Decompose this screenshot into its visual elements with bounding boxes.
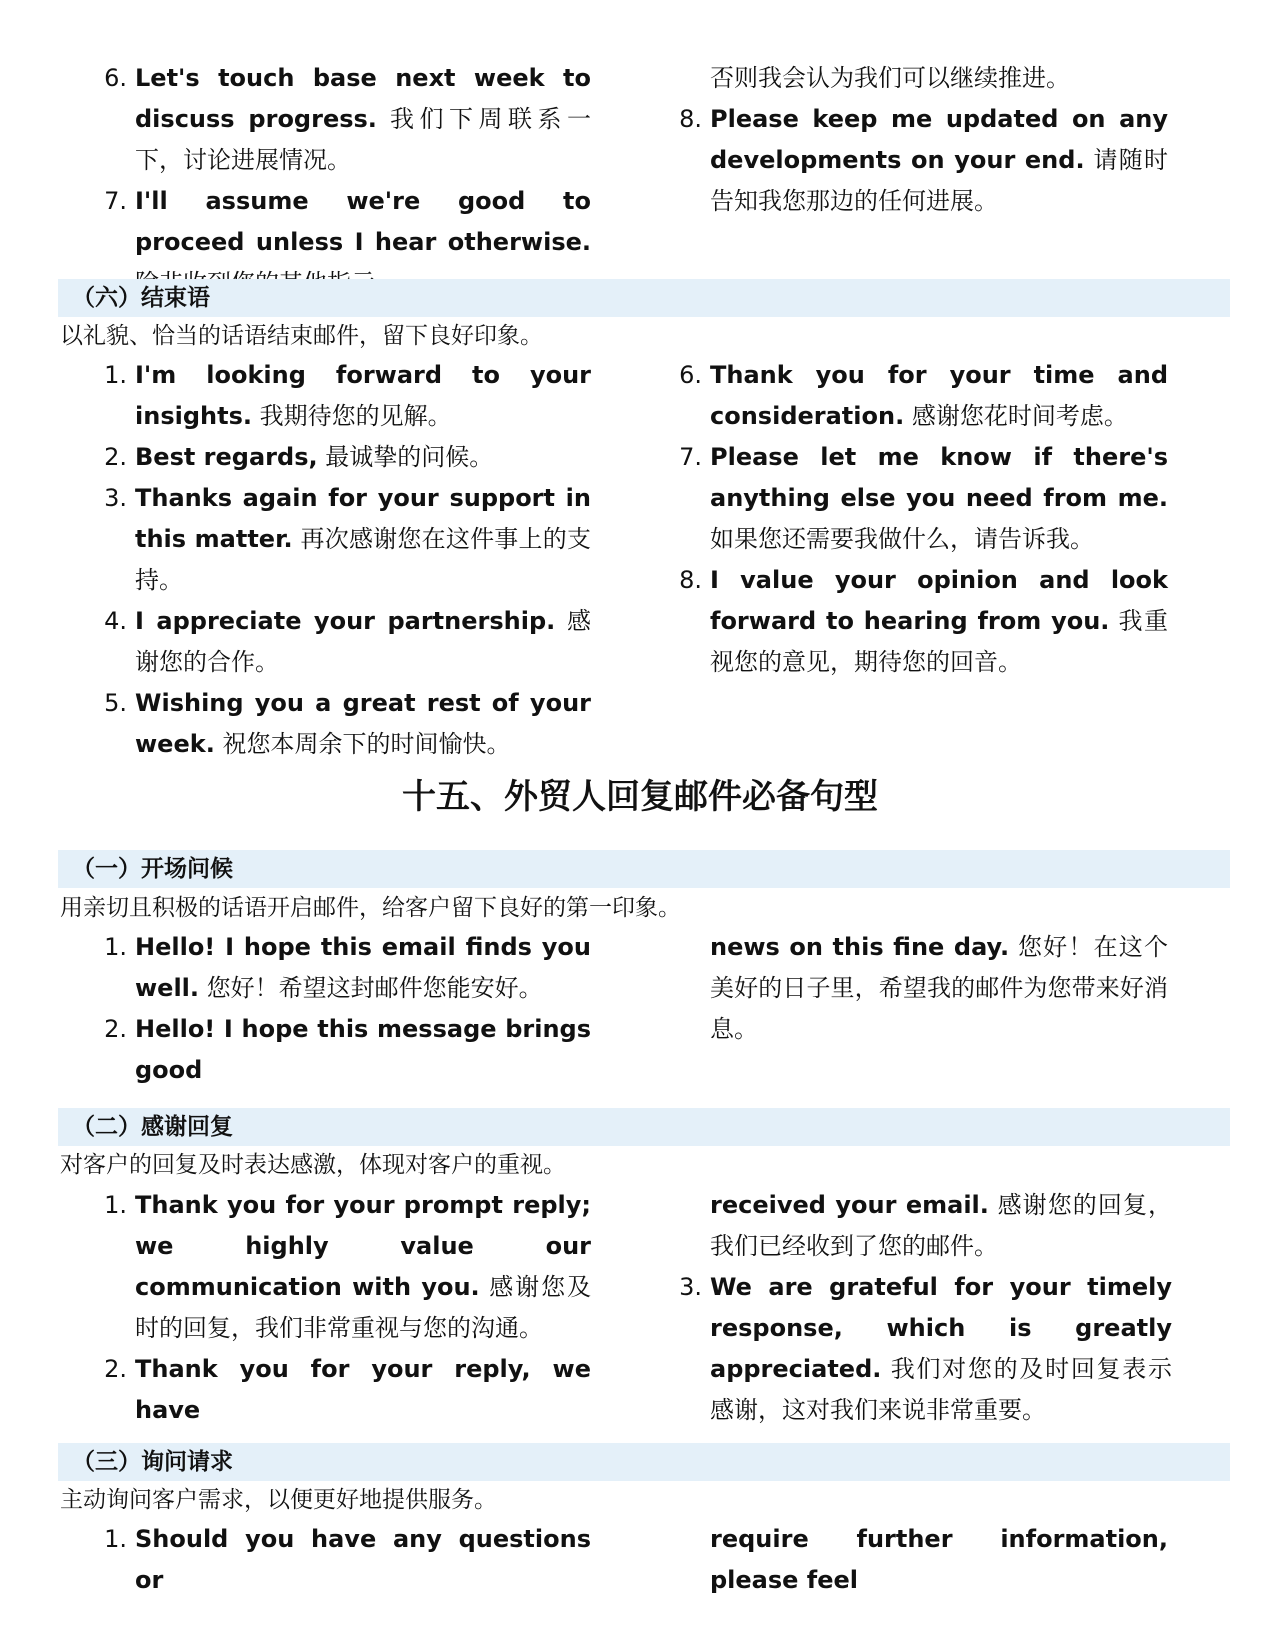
list-item: 1. I'm looking forward to your insights. 我期待您的见解。 — [104, 361, 591, 430]
section-heading: （三）询问请求 — [58, 1443, 1230, 1481]
list-item: 1. Thank you for your prompt reply; we highly value our communication with you. 感谢您及时的回复，我们非常重视与您的沟通。 — [104, 1191, 591, 1342]
top-right-column — [670, 58, 1168, 222]
list-item-continuation: received your email. 感谢您的回复，我们已经收到了您的邮件。 — [710, 1191, 1173, 1260]
list-item: 1. Should you have any questions or — [104, 1525, 591, 1594]
list-item: 2. Hello! I hope this message brings good — [104, 1015, 591, 1084]
list-item: 6. Let's touch base next week to discuss progress. 我们下周联系一下，讨论进展情况。 — [104, 64, 591, 174]
list-item-continuation: news on this fine day. 您好！在这个美好的日子里，希望我的邮件为您带来好消息。 — [710, 933, 1168, 1043]
list-item: 7. Please let me know if there's anything else you need from me. 如果您还需要我做什么，请告诉我。 — [679, 443, 1168, 553]
list-item: 7. I'll assume we're good to proceed unless I hear otherwise. — [104, 187, 591, 256]
list-item: 5. Wishing you a great rest of your week. 祝您本周余下的时间愉快。 — [104, 689, 591, 758]
section-heading: （一）开场问候 — [58, 850, 1230, 888]
list-item-continuation: 否则我会认为我们可以继续推进。 — [710, 64, 1070, 92]
section-heading: （二）感谢回复 — [58, 1108, 1230, 1146]
list-item: 2. Thank you for your reply, we have — [104, 1355, 591, 1424]
section-intro: 用亲切且积极的话语开启邮件，给客户留下良好的第一印象。 — [60, 895, 681, 921]
list-item: 8. Please keep me updated on any developments on your end. 请随时告知我您那边的任何进展。 — [679, 105, 1168, 215]
list-item: 1. Hello! I hope this email finds you well. 您好！希望这封邮件您能安好。 — [104, 933, 591, 1002]
s2-left-column — [95, 1185, 591, 1431]
list-item-continuation: require further information, please feel — [710, 1525, 1168, 1594]
section-intro: 主动询问客户需求，以便更好地提供服务。 — [60, 1487, 497, 1513]
section6-left-column — [95, 355, 591, 765]
s2-right-column — [670, 1185, 1172, 1431]
s1-left-column — [95, 927, 591, 1091]
s1-right-column — [670, 927, 1168, 1050]
section-intro: 对客户的回复及时表达感激，体现对客户的重视。 — [60, 1152, 566, 1178]
list-item: 3. We are grateful for your timely response, which is greatly appreciated. 我们对您的及时回复表示感谢，这对我们来说非常重要。 — [679, 1273, 1172, 1424]
list-item: 2. Best regards, 最诚挚的问候。 — [104, 443, 494, 471]
section-heading: （六）结束语 — [58, 279, 1230, 317]
top-left-column — [95, 58, 591, 304]
s3-left-column — [95, 1519, 591, 1601]
list-item: 8. I value your opinion and look forward to hearing from you. 我重视您的意见，期待您的回音。 — [679, 566, 1169, 676]
chapter-title: 十五、外贸人回复邮件必备句型 — [402, 777, 878, 817]
section-intro: 以礼貌、恰当的话语结束邮件，留下良好印象。 — [60, 323, 543, 349]
s3-right-column — [670, 1519, 1168, 1601]
list-item: 4. I appreciate your partnership. 感谢您的合作。 — [104, 607, 591, 676]
list-item: 6. Thank you for your time and consideration. 感谢您花时间考虑。 — [679, 361, 1168, 430]
section6-right-column — [670, 355, 1168, 683]
list-item: 3. Thanks again for your support in this matter. 再次感谢您在这件事上的支持。 — [104, 484, 591, 594]
